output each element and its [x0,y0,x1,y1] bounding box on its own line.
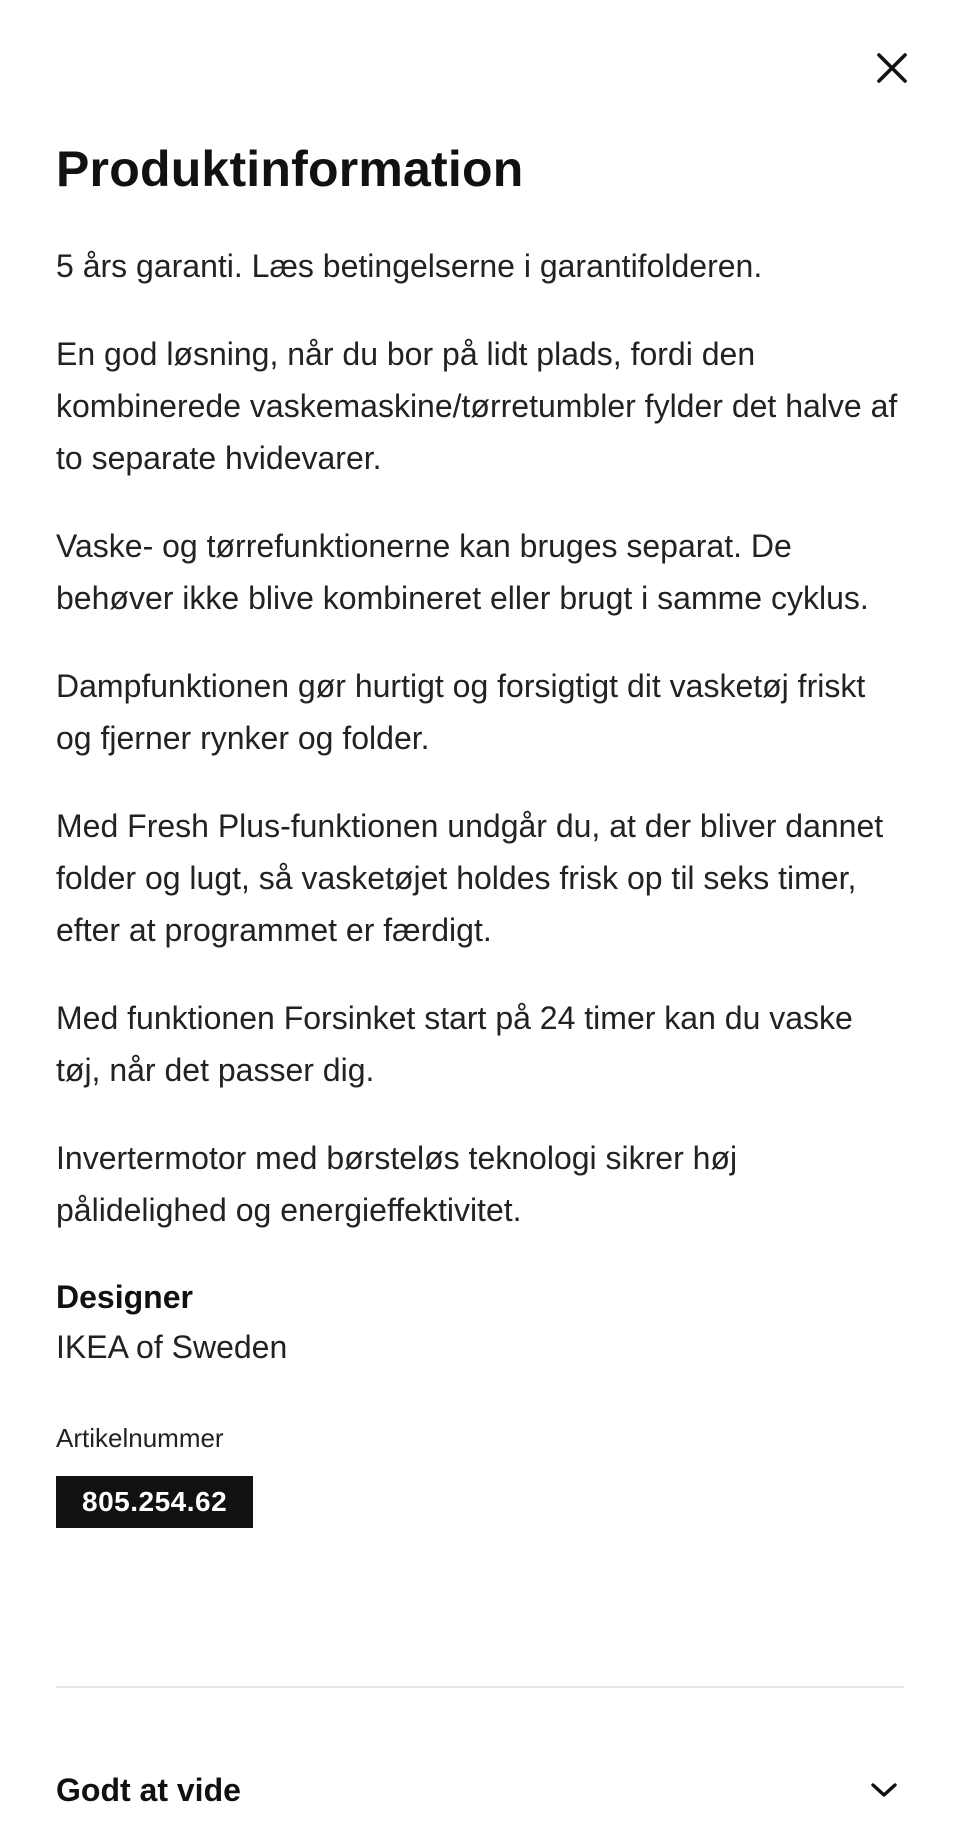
product-description [56,240,904,1236]
designer-value: IKEA of Sweden [56,1329,288,1365]
section-divider [56,1686,904,1688]
paragraph-inverter-motor: Invertermotor med børsteløs teknologi sikrer høj pålidelighed og energieffektivitet. [56,1140,738,1228]
accordion-label: Godt at vide [56,1771,241,1808]
page-title: Produktinformation [56,141,524,197]
article-number-label: Artikelnummer [56,1423,224,1453]
close-icon [875,51,909,85]
paragraph-space-saving: En god løsning, når du bor på lidt plads, fordi den kombinerede vaskemaskine/tørretumbler fylder det halve af to separate hvidevarer. [56,336,898,476]
paragraph-steam: Dampfunktionen gør hurtigt og forsigtigt dit vasketøj friskt og fjerner rynker og folder. [56,668,866,756]
paragraph-separate-functions: Vaske- og tørrefunktionerne kan bruges separat. De behøver ikke blive kombineret eller brugt i samme cyklus. [56,528,869,616]
close-button[interactable] [864,40,920,96]
accordion-good-to-know[interactable] [56,1760,904,1820]
article-number-badge: 805.254.62 [56,1476,253,1528]
paragraph-delayed-start: Med funktionen Forsinket start på 24 timer kan du vaske tøj, når det passer dig. [56,1000,853,1088]
designer-label: Designer [56,1279,193,1315]
paragraph-fresh-plus: Med Fresh Plus-funktionen undgår du, at der bliver dannet folder og lugt, så vasketøjet holdes frisk op til seks timer, efter at programmet er færdigt. [56,808,884,948]
chevron-down-icon [864,1770,904,1810]
paragraph-warranty: 5 års garanti. Læs betingelserne i garantifolderen. [56,248,763,284]
